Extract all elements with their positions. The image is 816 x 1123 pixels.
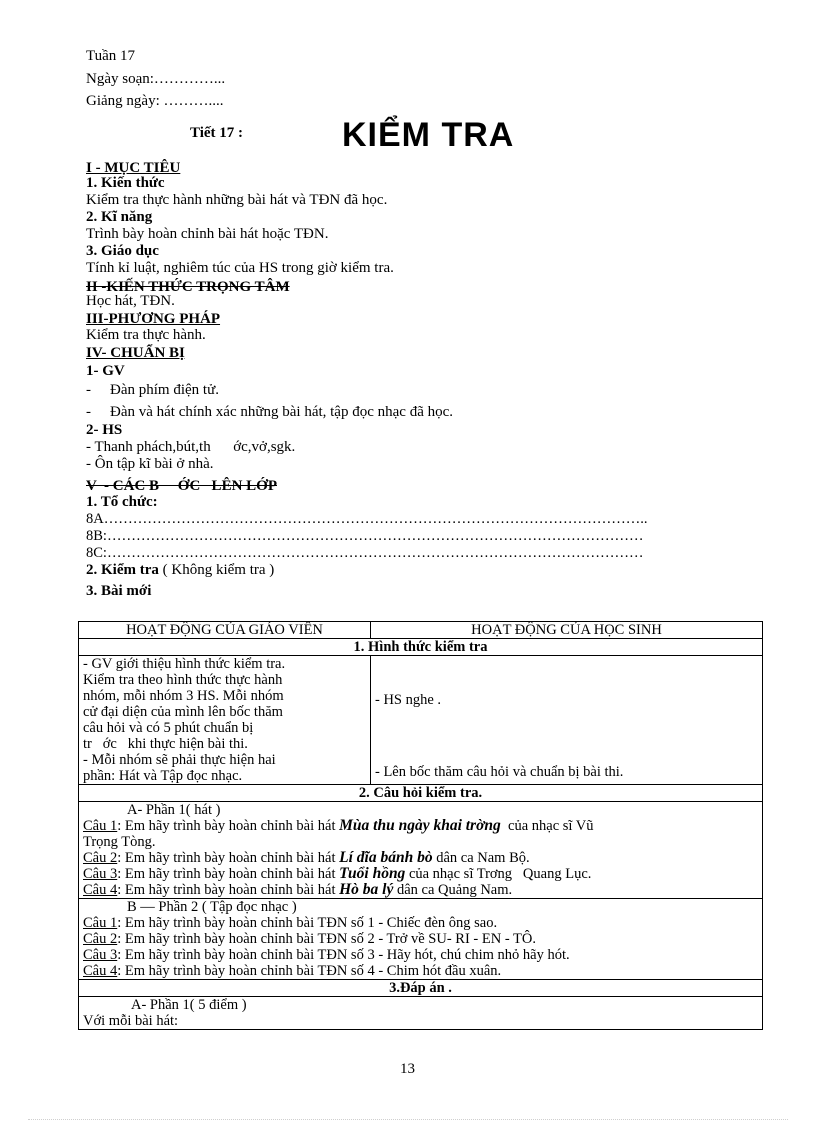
section-4-hs: 2- HS xyxy=(86,422,123,438)
class-8a: 8A………………………………………………………………………………………………….. xyxy=(86,511,648,527)
section-1-title: I - MỤC TIÊU xyxy=(86,160,181,176)
class-8c: 8C:………………………………………………………………………………………………… xyxy=(86,545,644,561)
section-3-text: Kiểm tra thực hành. xyxy=(86,327,206,343)
part-b-questions: B — Phần 2 ( Tập đọc nhạc ) Câu 1: Em hãy trình bày hoàn chỉnh bài TĐN số 1 - Chiếc đèn ông sao. Câu 2: Em hãy trình bày hoàn chỉnh bài TĐN số 2 - Trở về SU- RI - EN - TÔ. Câu 3: Em hãy trình bày hoàn chỉnh bài TĐN số 3 - Hãy hót, chú chim nhỏ hãy hót. Câu 4: Em hãy trình bày hoàn chỉnh bài TĐN số 4 - Chim hót đầu xuân. xyxy=(79,899,763,980)
part-a-questions: A- Phần 1( hát ) Câu 1: Em hãy trình bày hoàn chỉnh bài hát Mùa thu ngày khai trờng của nhạc sĩ Vũ Trọng Tòng. Câu 2: Em hãy trình bày hoàn chỉnh bài hát Lí dĩa bánh bò dân ca Nam Bộ. Câu 3: Em hãy trình bày hoàn chỉnh bài hát Tuổi hồng của nhạc sĩ Trơng Quang Lục. Câu 4: Em hãy trình bày hoàn chỉnh bài hát Hò ba lý dân ca Quảng Nam. xyxy=(79,802,763,899)
section-1-3-head: 3. Giáo dục xyxy=(86,243,159,259)
section-1-1-head: 1. Kiến thức xyxy=(86,175,165,191)
section-heading-3: 3.Đáp án . xyxy=(79,980,763,997)
page-number: 13 xyxy=(400,1061,415,1077)
section-5-1-head: 1. Tổ chức: xyxy=(86,494,158,510)
student-activity-cell: - HS nghe . - Lên bốc thăm câu hỏi và chuẩn bị bài thi. xyxy=(371,656,763,785)
table-row xyxy=(79,656,763,785)
section-heading-1: 1. Hình thức kiểm tra xyxy=(79,639,763,656)
section-1-2-head: 2. Kĩ năng xyxy=(86,209,153,225)
section-2-text: Học hát, TĐN. xyxy=(86,293,175,309)
week-label: Tuần 17 xyxy=(86,48,136,64)
section-4-title: IV- CHUẨN BỊ xyxy=(86,345,185,361)
section-5-title: V - CÁC B ỚC LÊN LỚP xyxy=(86,478,277,494)
class-8b: 8B:………………………………………………………………………………………………… xyxy=(86,528,644,544)
section-5-3-head: 3. Bài mới xyxy=(86,583,152,599)
gv-item-1: - Đàn phím điện tử. xyxy=(86,382,219,398)
page-title: KIỂM TRA xyxy=(342,116,515,154)
section-3-title: III-PHƯƠNG PHÁP xyxy=(86,311,221,327)
section-2-title: II -KIẾN THỨC TRỌNG TÂM xyxy=(86,279,290,295)
table-header-row xyxy=(79,622,763,639)
section-1-3-text: Tính kỉ luật, nghiêm túc của HS trong giờ kiểm tra. xyxy=(86,260,394,276)
section-4-gv: 1- GV xyxy=(86,363,125,379)
activity-table xyxy=(78,621,763,1030)
answer-cell: A- Phần 1( 5 điểm ) Với mỗi bài hát: xyxy=(79,997,763,1030)
section-heading-2: 2. Câu hỏi kiểm tra. xyxy=(79,785,763,802)
teacher-activity-cell: - GV giới thiệu hình thức kiểm tra. Kiểm tra theo hình thức thực hành nhóm, mỗi nhóm 3 HS. Mỗi nhóm cử đại diện của mình lên bốc thăm câu hỏi và có 5 phút chuẩn bị tr ớc khi thực hiện bài thi. - Mỗi nhóm sẽ phải thực hiện hai phần: Hát và Tập đọc nhạc. xyxy=(79,656,371,785)
section-1-2-text: Trình bày hoàn chỉnh bài hát hoặc TĐN. xyxy=(86,226,329,242)
col-teacher-header: HOẠT ĐỘNG CỦA GIÁO VIÊN xyxy=(79,622,371,639)
page-bottom-divider xyxy=(28,1119,788,1120)
period-label: Tiết 17 : xyxy=(190,125,244,141)
section-5-2: 2. Kiểm tra ( Không kiểm tra ) xyxy=(86,562,275,578)
gv-item-2: - Đàn và hát chính xác những bài hát, tập đọc nhạc đã học. xyxy=(86,404,454,420)
prep-date: Ngày soạn:…………... xyxy=(86,71,226,87)
hs-item-1: - Thanh phách,bút,th ớc,vở,sgk. xyxy=(86,439,296,455)
section-1-1-text: Kiểm tra thực hành những bài hát và TĐN đã học. xyxy=(86,192,388,208)
col-student-header: HOẠT ĐỘNG CỦA HỌC SINH xyxy=(371,622,763,639)
hs-item-2: - Ôn tập kĩ bài ở nhà. xyxy=(86,456,214,472)
teach-date: Giảng ngày: ……….... xyxy=(86,93,224,109)
